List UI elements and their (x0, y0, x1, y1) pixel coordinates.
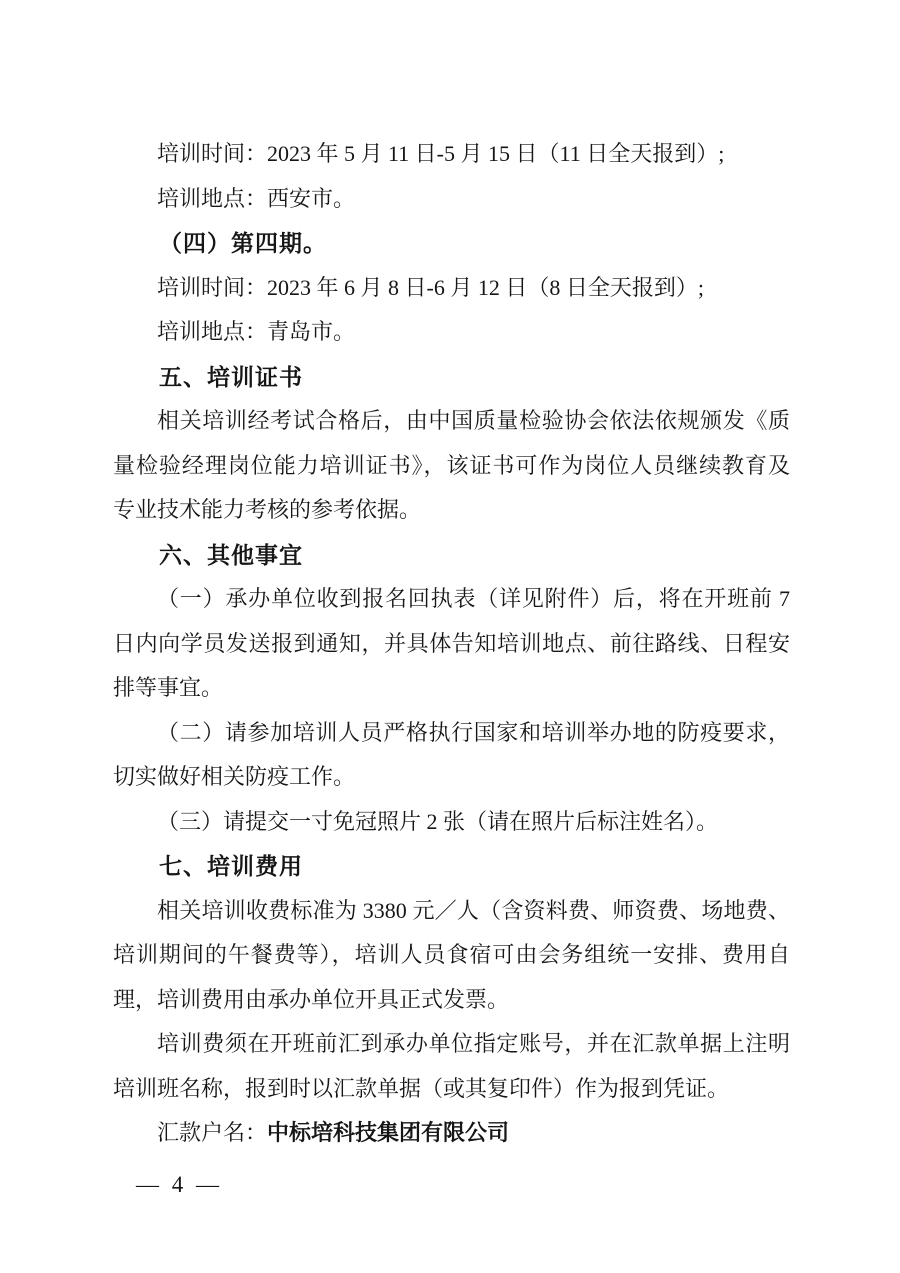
section5-para-line-2: 量检验经理岗位能力培训证书》，该证书可作为岗位人员继续教育及 (113, 452, 790, 478)
fee-para-line-3: 理，培训费用由承办单位开具正式发票。 (113, 986, 510, 1012)
section6-item3-line: （三）请提交一寸免冠照片 2 张（请在照片后标注姓名）。 (157, 808, 719, 834)
section5-heading: 五、培训证书 (159, 363, 303, 390)
document-content (113, 132, 790, 1156)
section6-item1-line-2: 日内向学员发送报到通知，并具体告知培训地点、前往路线、日程安 (113, 630, 790, 656)
payment-para-line-2: 培训班名称，报到时以汇款单据（或其复印件）作为报到凭证。 (113, 1075, 730, 1101)
session4-location-line: 培训地点：青岛市。 (157, 319, 356, 344)
section6-item1-line-3: 排等事宜。 (113, 675, 224, 700)
section7-heading: 七、培训费用 (159, 853, 303, 879)
remittance-company-name: 中标培科技集团有限公司 (267, 1120, 510, 1145)
section6-heading: 六、其他事宜 (159, 541, 303, 568)
section6-item2-line-2: 切实做好相关防疫工作。 (113, 764, 356, 789)
section6-item2-line-1: （二）请参加培训人员严格执行国家和培训举办地的防疫要求， (157, 719, 790, 745)
remittance-label: 汇款户名： (157, 1120, 268, 1145)
page-number: — 4 — (136, 1172, 219, 1197)
section5-para-line-3: 专业技术能力考核的参考依据。 (113, 497, 422, 522)
fee-para-line-2: 培训期间的午餐费等），培训人员食宿可由会务组统一安排、费用自 (113, 942, 790, 967)
section5-para-line-1: 相关培训经考试合格后，由中国质量检验协会依法依规颁发《质 (157, 408, 790, 433)
remittance-account-line (113, 1111, 790, 1156)
section6-item1-line-1: （一）承办单位收到报名回执表（详见附件）后，将在开班前 7 (157, 586, 790, 611)
fee-para-line-1: 相关培训收费标准为 3380 元／人（含资料费、师资费、场地费、 (157, 897, 790, 923)
session3-location-line: 培训地点：西安市。 (157, 185, 356, 211)
session3-time-line: 培训时间：2023 年 5 月 11 日-5 月 15 日（11 日全天报到）; (157, 141, 725, 166)
session4-heading: （四）第四期。 (159, 230, 327, 256)
payment-para-line-1: 培训费须在开班前汇到承办单位指定账号，并在汇款单据上注明 (157, 1031, 790, 1056)
session4-time-line: 培训时间：2023 年 6 月 8 日-6 月 12 日（8 日全天报到）; (157, 274, 704, 300)
